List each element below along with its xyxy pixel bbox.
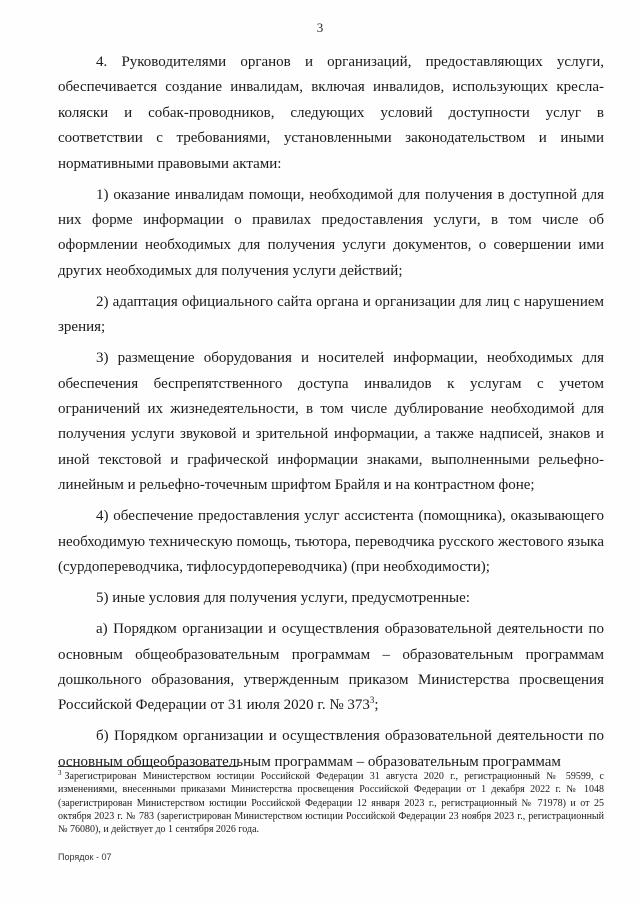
sub-item-b: б) Порядком организации и осуществления образовательной деятельности по основным общеобразовательным программам – образовательным программам bbox=[58, 728, 604, 770]
footnote-divider bbox=[58, 766, 238, 767]
footnote-reference: 3 bbox=[369, 695, 375, 706]
list-item-5: 5) иные условия для получения услуги, предусмотренные: bbox=[96, 590, 470, 607]
document-body bbox=[58, 50, 604, 775]
sub-item-a-text: а) Порядком организации и осуществления образовательной деятельности по основным общеобразовательным программам – образовательным программам дошкольного образования, утвержденным приказом Министерства просвещения Российской Федерации от 31 июля 2020 г. № 373 bbox=[58, 621, 604, 714]
footnote-mark: 3 bbox=[58, 768, 62, 777]
list-item-3: 3) размещение оборудования и носителей информации, необходимых для обеспечения беспрепятственного доступа инвалидов к услугам с учетом ограничений их жизнедеятельности, в том числе дублирование необходимой для получения услуги звуковой и зрительной информации, а также надписей, знаков и иной текстовой и графической информации знаками, выполненными рельефно-линейным и рельефно-точечным шрифтом Брайля и на контрастном фоне; bbox=[58, 350, 604, 494]
page-number: 3 bbox=[316, 20, 324, 35]
footer-label: Порядок - 07 bbox=[58, 852, 112, 862]
paragraph-item-4: 4. Руководителями органов и организаций, предоставляющих услуги, обеспечивается создание инвалидам, включая инвалидов, использующих кресла-коляски и собак-проводников, следующих условий доступности услуг в соответствии с требованиями, установленными законодательством и иными нормативными правовыми актами: bbox=[58, 54, 604, 172]
footnote-text: Зарегистрирован Министерством юстиции Российской Федерации 31 августа 2020 г., регистрационный № 59599, с изменениями, внесенными приказами Министерства просвещения Российской Федерации от 1 декабря 2022 г. № 1048 (зарегистрирован Министерством юстиции Российской Федерации 12 января 2023 г., регистрационный № 71978) и от 25 октября 2023 г. № 783 (зарегистрирован Министерством юстиции Российской Федерации 23 ноября 2023 г., регистрационный № 76080), и действует до 1 сентября 2026 года. bbox=[58, 771, 604, 836]
list-item-1: 1) оказание инвалидам помощи, необходимой для получения в доступной для них форме информации о правилах предоставления услуги, в том числе об оформлении необходимых для получения услуги документов, о совершении ими других необходимых для получения услуги действий; bbox=[58, 186, 604, 279]
footnote bbox=[58, 770, 604, 836]
list-item-4: 4) обеспечение предоставления услуг ассистента (помощника), оказывающего необходимую техническую помощь, тьютора, переводчика русского жестового языка (сурдопереводчика, тифлосурдопереводчика) (при необходимости); bbox=[58, 508, 604, 576]
sub-item-a-end: ; bbox=[374, 697, 379, 714]
sub-item-a bbox=[58, 617, 604, 719]
list-item-2: 2) адаптация официального сайта органа и организации для лиц с нарушением зрения; bbox=[58, 293, 604, 336]
